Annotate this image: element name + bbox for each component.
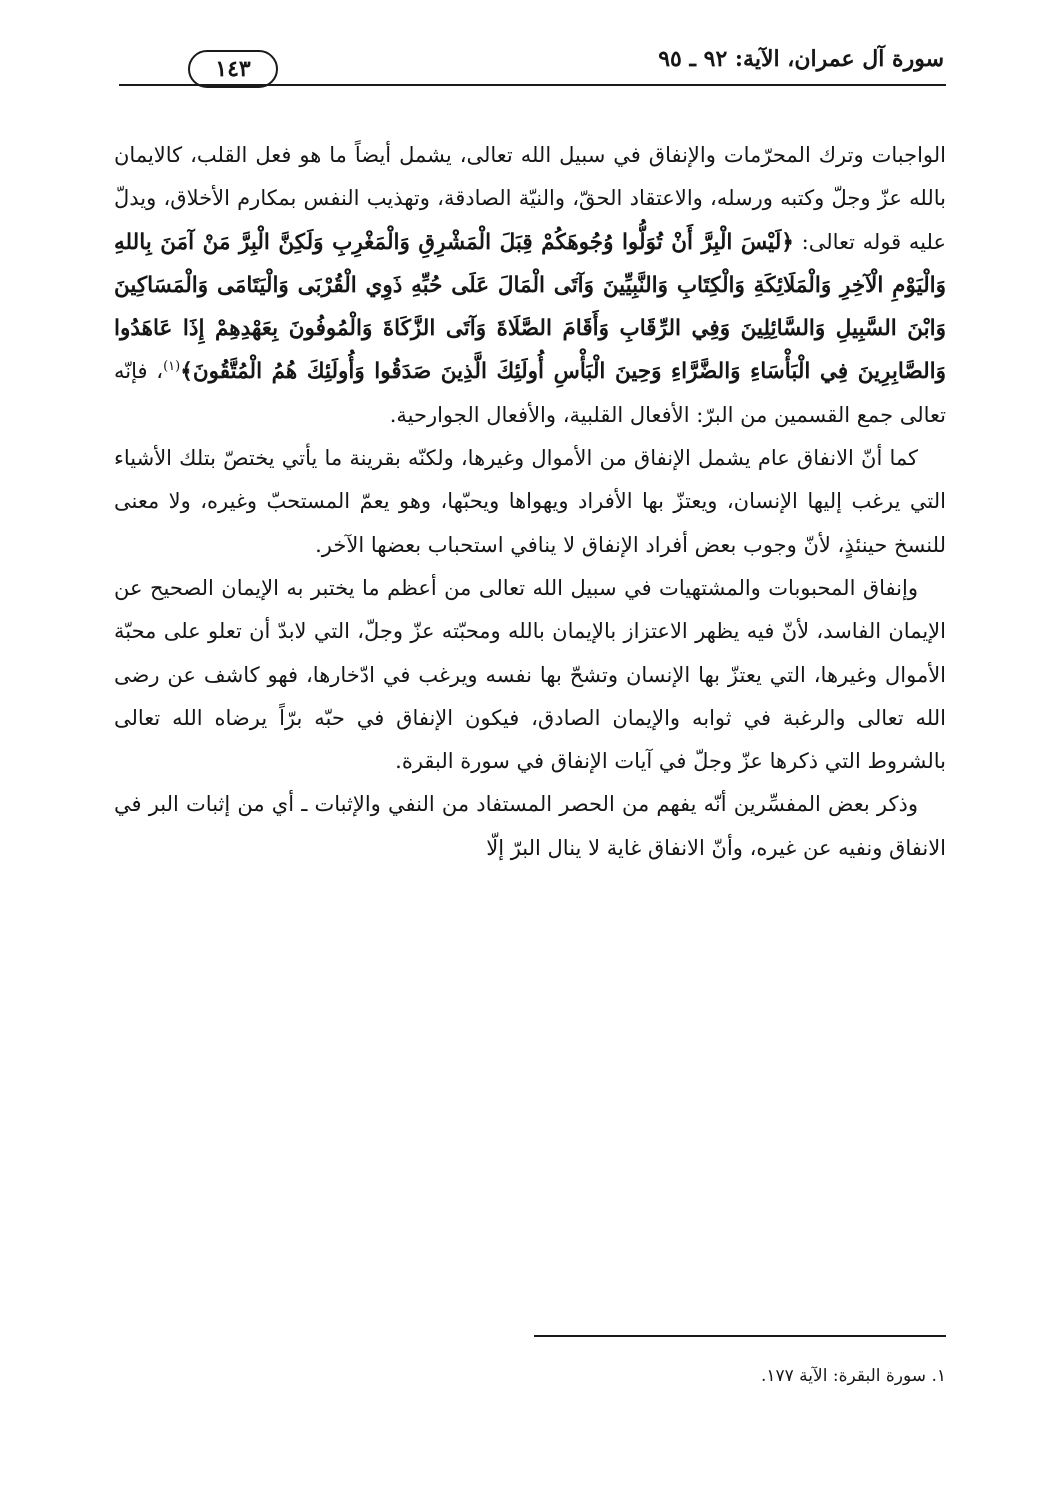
quran-verse: ﴿لَيْسَ الْبِرَّ أَنْ تُوَلُّوا وُجُوهَكُمْ قِبَلَ الْمَشْرِقِ وَالْمَغْرِبِ وَلَكِنَّ الْبِرَّ مَنْ آمَنَ بِاللهِ وَالْيَوْمِ الْآخِرِ وَالْمَلَائِكَةِ وَالْكِتَابِ وَالنَّبِيِّينَ وَآتَى الْمَالَ عَلَى حُبِّهِ ذَوِي الْقُرْبَى وَالْيَتَامَى وَالْمَسَاكِينَ وَابْنَ السَّبِيلِ وَالسَّائِلِينَ وَفِي الرِّقَابِ وَأَقَامَ الصَّلَاةَ وَآتَى الزَّكَاةَ وَالْمُوفُونَ بِعَهْدِهِمْ إِذَا عَاهَدُوا وَالصَّابِرِينَ فِي الْبَأْسَاءِ وَالضَّرَّاءِ وَحِينَ الْبَأْسِ أُولَئِكَ الَّذِينَ صَدَقُوا وَأُولَئِكَ هُمُ الْمُتَّقُونَ﴾: [114, 229, 946, 385]
footnote: ١. سورة البقرة: الآية ١٧٧.: [760, 1366, 946, 1386]
page-number: ١٤٣: [188, 50, 278, 88]
header-divider: [119, 84, 946, 86]
footnote-divider: [534, 1335, 946, 1337]
main-text: [114, 134, 946, 870]
paragraph-1-text-b: ، فإنّه تعالى جمع القسمين من البرّ: الأفعال القلبية، والأفعال الجوارحية.: [114, 359, 946, 427]
paragraph-2: كما أنّ الانفاق عام يشمل الإنفاق من الأموال وغيرها، ولكنّه بقرينة ما يأتي يختصّ بتلك الأشياء التي يرغب إليها الإنسان، ويعتزّ بها الأفراد ويهواها ويحبّها، وهو يعمّ المستحبّ وغيره، ولا معنى للنسخ حينئذٍ، لأنّ وجوب بعض أفراد الإنفاق لا ينافي استحباب بعضها الآخر.: [114, 446, 946, 557]
footnote-reference[interactable]: (١): [163, 359, 181, 375]
running-title: سورة آل عمران، الآية: ٩٢ ـ ٩٥: [658, 46, 944, 72]
paragraph-3: وإنفاق المحبوبات والمشتهيات في سبيل الله تعالى من أعظم ما يختبر به الإيمان الصحيح عن الإيمان الفاسد، لأنّ فيه يظهر الاعتزاز بالإيمان بالله ومحبّته عزّ وجلّ، التي لابدّ أن تعلو على محبّة الأموال وغيرها، التي يعتزّ بها الإنسان وتشحّ بها نفسه ويرغب في ادّخارها، فهو كاشف عن رضى الله تعالى والرغبة في ثوابه والإيمان الصادق، فيكون الإنفاق في حبّه برّاً يرضاه الله تعالى بالشروط التي ذكرها عزّ وجلّ في آيات الإنفاق في سورة البقرة.: [114, 575, 946, 774]
paragraph-4: وذكر بعض المفسِّرين أنّه يفهم من الحصر المستفاد من النفي والإثبات ـ أي من إثبات البر في الانفاق ونفيه عن غيره، وأنّ الانفاق غاية لا ينال البرّ إلّا: [114, 792, 946, 860]
paragraph-1-text-a: الواجبات وترك المحرّمات والإنفاق في سبيل الله تعالى، يشمل أيضاً ما هو فعل القلب، كالايمان بالله عزّ وجلّ وكتبه ورسله، والاعتقاد الحقّ، والنيّة الصادقة، وتهذيب النفس بمكارم الأخلاق، ويدلّ عليه قوله تعالى:: [114, 143, 947, 254]
paragraph-1: [114, 134, 946, 437]
